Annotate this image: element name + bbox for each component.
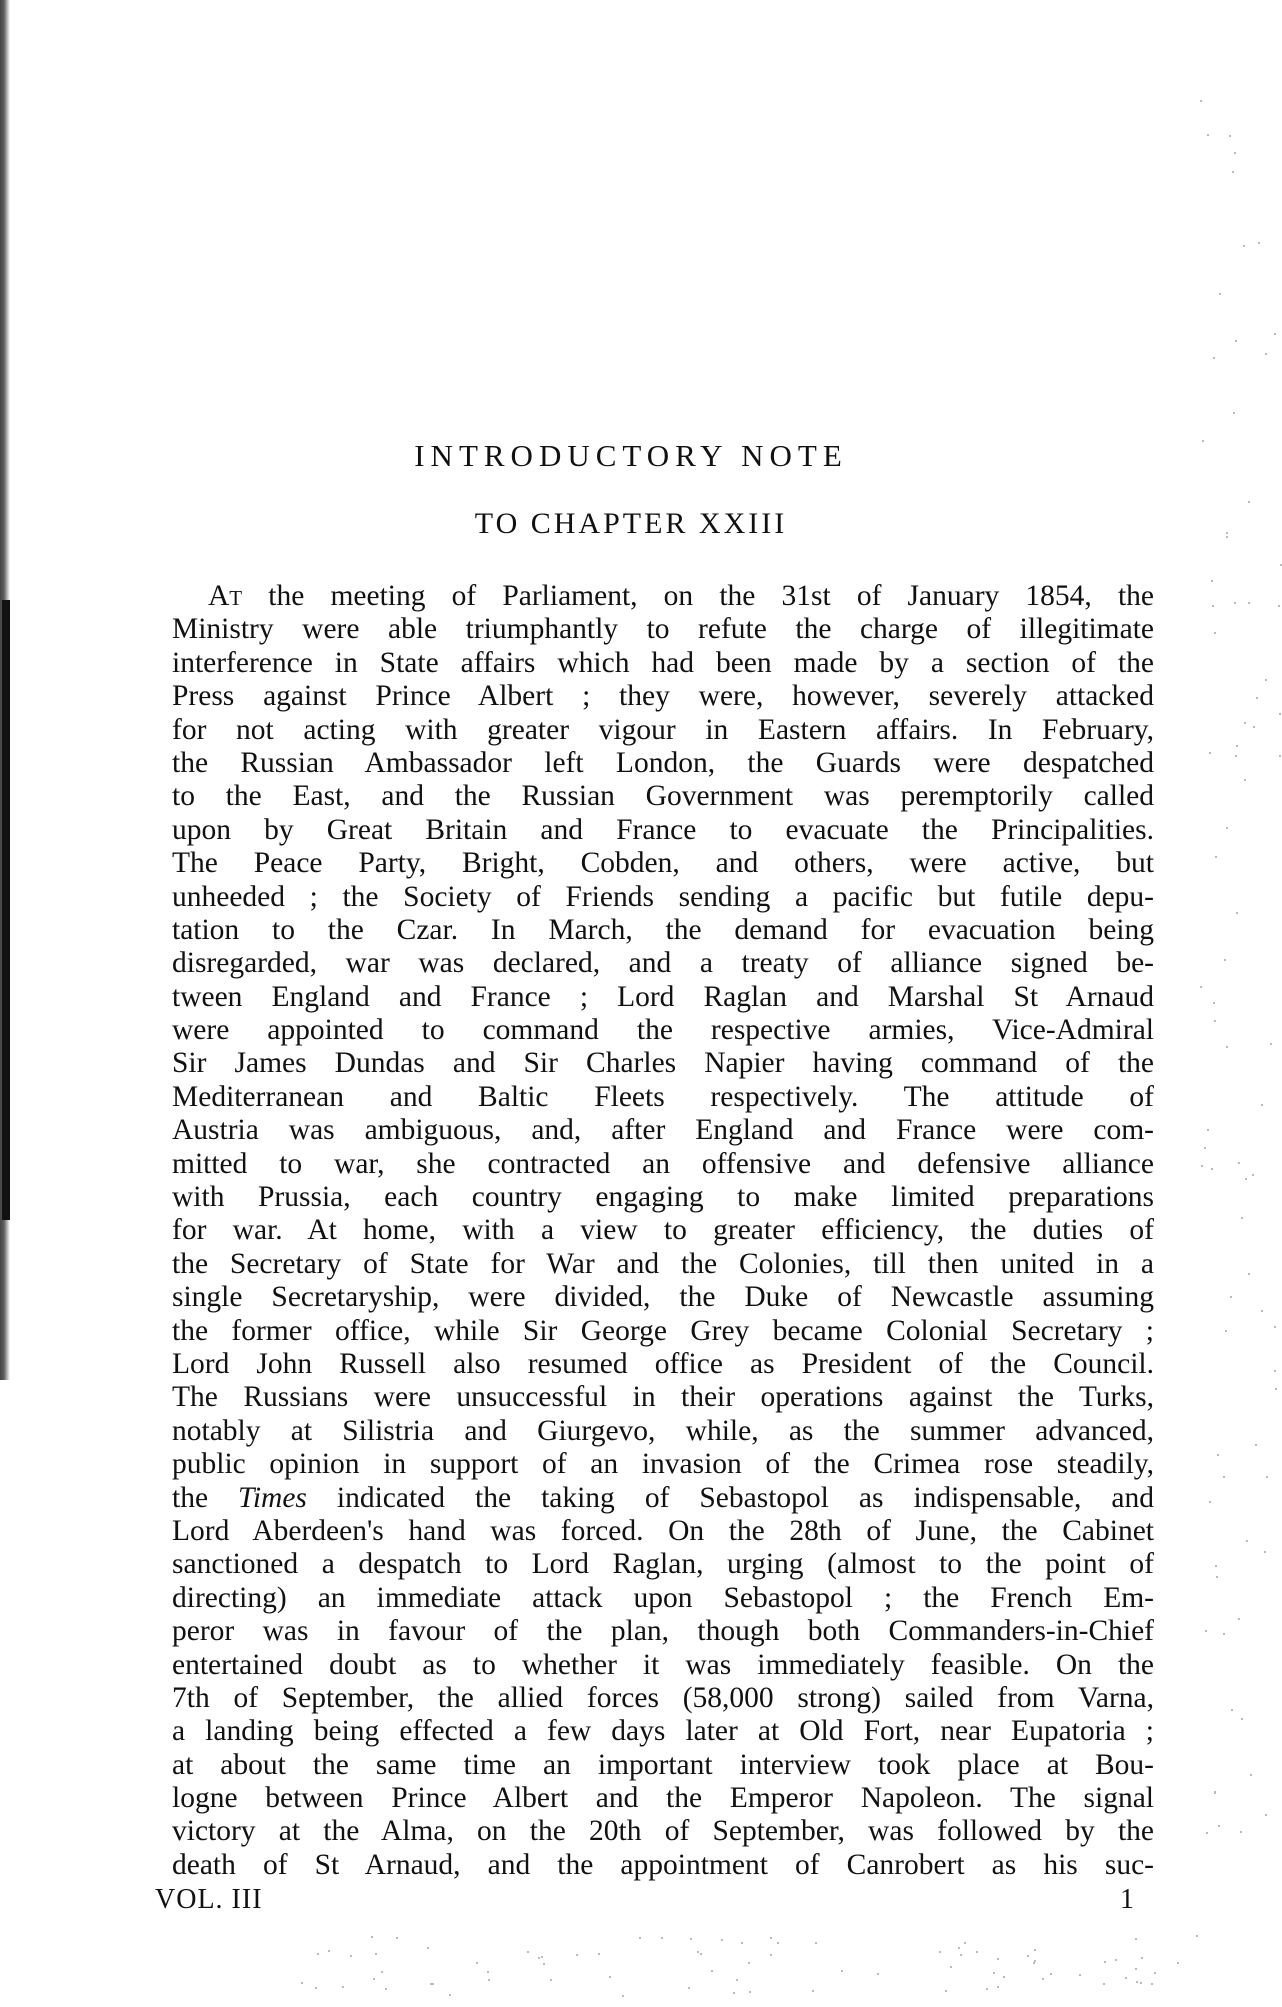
page-subtitle: TO CHAPTER XXIII <box>474 507 788 540</box>
scan-noise <box>576 1954 578 1956</box>
scan-noise <box>1034 1949 1036 1951</box>
scan-noise <box>697 1951 699 1953</box>
scan-noise <box>1136 1981 1138 1983</box>
scan-noise <box>1236 912 1238 914</box>
scan-noise <box>877 1973 879 1975</box>
scan-noise <box>1050 1973 1052 1975</box>
scan-noise <box>1274 1370 1276 1372</box>
text-line: the Russian Ambassador left London, the Guards were despatched <box>172 746 1154 779</box>
scan-noise <box>1243 245 1245 247</box>
text-line: entertained doubt as to whether it was immediately feasible. On the <box>172 1648 1154 1681</box>
scan-noise <box>770 1954 772 1956</box>
scan-noise <box>1274 1326 1276 1328</box>
scan-noise <box>538 1957 540 1959</box>
drop-word: At <box>208 580 243 612</box>
scan-noise <box>1252 1174 1254 1176</box>
body-text <box>172 580 1154 1882</box>
scan-noise <box>1264 1551 1266 1553</box>
scan-noise <box>1223 1633 1225 1635</box>
scan-noise <box>527 1951 529 1953</box>
text-line: single Secretaryship, were divided, the Duke of Newcastle assuming <box>172 1281 1154 1314</box>
scan-noise <box>1200 986 1202 988</box>
text-line: Lord John Russell also resumed office as President of the Council. <box>172 1347 1154 1380</box>
scan-noise <box>373 1978 375 1980</box>
scan-noise <box>812 1990 814 1992</box>
scan-noise <box>1250 1774 1252 1776</box>
scan-noise <box>1265 679 1267 681</box>
scan-noise <box>986 1988 988 1990</box>
scan-noise <box>1230 1296 1232 1298</box>
scan-noise <box>1246 1540 1248 1542</box>
scan-noise <box>1214 1020 1216 1022</box>
scan-noise <box>721 1939 723 1941</box>
text-line: the Secretary of State for War and the Colonies, till then united in a <box>172 1247 1154 1280</box>
scan-noise <box>1270 1043 1272 1045</box>
volume-label: VOL. III <box>155 1884 263 1915</box>
scan-noise <box>1103 1983 1105 1985</box>
text-line: sanctioned a despatch to Lord Raglan, urging (almost to the point of <box>172 1548 1154 1581</box>
scan-noise <box>1177 1962 1179 1964</box>
text-line: victory at the Alma, on the 20th of September, was followed by the <box>172 1815 1154 1848</box>
scan-noise <box>375 1953 377 1955</box>
scan-noise <box>1261 1104 1263 1106</box>
page-number: 1 <box>1120 1884 1134 1915</box>
scan-noise <box>711 1970 713 1972</box>
scan-noise <box>1234 152 1236 154</box>
scan-noise <box>690 1938 692 1940</box>
scan-noise <box>1140 1982 1142 1984</box>
scan-noise <box>1244 722 1246 724</box>
scan-noise <box>1211 580 1213 582</box>
text-line: public opinion in support of an invasion of the Crimea rose steadily, <box>172 1448 1154 1481</box>
text-line: with Prussia, each country engaging to make limited preparations <box>172 1181 1154 1214</box>
scan-noise <box>1151 1983 1153 1985</box>
text-line: disregarded, war was declared, and a treaty of alliance signed be- <box>172 947 1154 980</box>
scan-noise <box>342 1986 344 1988</box>
text-segment: indicated the taking of Sebastopol as indispensable, and <box>306 1481 1154 1514</box>
scan-noise <box>449 1994 451 1996</box>
scan-noise <box>1261 1310 1263 1312</box>
scan-noise <box>1253 726 1255 728</box>
scan-noise <box>939 1951 941 1953</box>
text-line: the former office, while Sir George Grey became Colonial Secretary ; <box>172 1314 1154 1347</box>
scan-noise <box>598 1953 600 1955</box>
scan-noise <box>700 1953 702 1955</box>
scan-noise <box>1215 856 1217 858</box>
scan-noise <box>1238 1162 1240 1164</box>
scan-noise <box>993 1972 995 1974</box>
text-line: Sir James Dundas and Sir Charles Napier having command of the <box>172 1047 1154 1080</box>
scan-noise <box>1217 1454 1219 1456</box>
text-line: for not acting with greater vigour in Eastern affairs. In February, <box>172 713 1154 746</box>
scan-noise <box>622 1995 624 1997</box>
scan-noise <box>1229 135 1231 137</box>
scan-noise <box>997 1986 999 1988</box>
italic-text: Times <box>238 1481 307 1514</box>
scan-noise <box>1265 353 1267 355</box>
scan-noise <box>1275 1388 1277 1390</box>
scan-noise <box>1241 1217 1243 1219</box>
text-line: upon by Great Britain and France to evacuate the Principalities. <box>172 813 1154 846</box>
text-line: logne between Prince Albert and the Emperor Napoleon. The signal <box>172 1782 1154 1815</box>
scan-noise <box>1248 1273 1250 1275</box>
scan-noise <box>1226 827 1228 829</box>
scan-noise <box>317 1953 319 1955</box>
text-line: at about the same time an important interview took place at Bou- <box>172 1748 1154 1781</box>
scan-noise <box>1234 602 1236 604</box>
scan-noise <box>770 1937 772 1939</box>
text-line: The Peace Party, Bright, Cobden, and others, were active, but <box>172 847 1154 880</box>
scan-noise <box>1200 100 1202 102</box>
text-line: Austria was ambiguous, and, after England and France were com- <box>172 1114 1154 1147</box>
scan-noise <box>350 1955 352 1957</box>
scan-noise <box>997 1958 999 1960</box>
scan-noise <box>1141 1957 1143 1959</box>
scan-noise <box>1209 752 1211 754</box>
scan-noise <box>1256 697 1258 699</box>
page-title: INTRODUCTORY NOTE <box>414 438 848 473</box>
scan-noise <box>960 1954 962 1956</box>
scan-noise <box>1278 605 1280 607</box>
scan-noise <box>945 1990 947 1992</box>
scan-noise <box>1213 357 1215 359</box>
scan-noise <box>1279 713 1281 715</box>
scan-noise <box>476 1962 478 1964</box>
scan-noise <box>1226 536 1228 538</box>
scan-noise <box>1274 333 1276 335</box>
scan-noise <box>1003 1976 1005 1978</box>
scan-noise <box>1226 1046 1228 1048</box>
text-line: for war. At home, with a view to greater efficiency, the duties of <box>172 1214 1154 1247</box>
scan-noise <box>777 1942 779 1944</box>
text-line: directing) an immediate attack upon Sebastopol ; the French Em- <box>172 1581 1154 1614</box>
scan-noise <box>1135 1938 1137 1940</box>
scan-noise <box>1232 171 1234 173</box>
text-line: death of St Arnaud, and the appointment of Canrobert as his suc- <box>172 1848 1154 1881</box>
scan-noise <box>1104 1961 1106 1963</box>
scan-noise <box>1255 1444 1257 1446</box>
scan-noise <box>661 1937 663 1939</box>
scan-noise <box>976 1951 978 1953</box>
text-line: mitted to war, she contracted an offensive and defensive alliance <box>172 1147 1154 1180</box>
scan-noise <box>1280 564 1282 566</box>
scan-noise <box>964 1942 966 1944</box>
scan-noise <box>1207 134 1209 136</box>
text-line: The Russians were unsuccessful in their operations against the Turks, <box>172 1381 1154 1414</box>
scan-noise <box>1125 1977 1127 1979</box>
text-line: Lord Aberdeen's hand was forced. On the 28th of June, the Cabinet <box>172 1514 1154 1547</box>
scan-noise <box>396 1937 398 1939</box>
scan-noise <box>1212 605 1214 607</box>
scan-noise <box>1201 1165 1203 1167</box>
scan-noise <box>1209 1501 1211 1503</box>
text-line: Press against Prince Albert ; they were, however, severely attacked <box>172 680 1154 713</box>
scan-noise <box>1265 1814 1267 1816</box>
scan-noise <box>1204 1147 1206 1149</box>
scan-noise <box>1042 1978 1044 1980</box>
text-line: peror was in favour of the plan, though both Commanders-in-Chief <box>172 1615 1154 1648</box>
scan-noise <box>1079 1974 1081 1976</box>
scan-noise <box>1206 1832 1208 1834</box>
scan-noise <box>1223 1476 1225 1478</box>
text-line: interference in State affairs which had been made by a section of the <box>172 646 1154 679</box>
scan-noise <box>1218 1825 1220 1827</box>
scan-noise <box>639 1937 641 1939</box>
scan-noise <box>328 1950 330 1952</box>
scan-noise <box>688 1987 690 1989</box>
scan-noise <box>381 1971 383 1973</box>
scan-noise <box>1279 755 1281 757</box>
text-line: Mediterranean and Baltic Fleets respectively. The attitude of <box>172 1080 1154 1113</box>
scan-noise <box>1235 340 1237 342</box>
text-line: were appointed to command the respective armies, Vice-Admiral <box>172 1014 1154 1047</box>
scan-noise <box>1248 602 1250 604</box>
scan-noise <box>430 1983 432 1985</box>
scan-noise <box>1236 745 1238 747</box>
scan-noise <box>733 1992 735 1994</box>
scan-noise <box>1240 1831 1242 1833</box>
scan-noise <box>1215 1565 1217 1567</box>
scan-noise <box>1233 412 1235 414</box>
scan-noise <box>1027 1955 1029 1957</box>
scan-noise <box>1154 1972 1156 1974</box>
scan-noise <box>1238 1618 1240 1620</box>
scan-noise <box>301 1982 303 1984</box>
scan-noise <box>541 1956 543 1958</box>
scan-noise <box>1241 1718 1243 1720</box>
text-line: notably at Silistria and Giurgevo, while, as the summer advanced, <box>172 1414 1154 1447</box>
scan-noise <box>749 1991 751 1993</box>
scan-noise <box>815 1942 817 1944</box>
scan-noise <box>1224 959 1226 961</box>
scan-noise <box>1196 1935 1198 1937</box>
text-line: Ministry were able triumphantly to refute the charge of illegitimate <box>172 613 1154 646</box>
scan-noise <box>1245 1178 1247 1180</box>
scan-noise <box>1244 779 1246 781</box>
scan-noise <box>1226 532 1228 534</box>
scan-edge-shadow <box>2 600 10 1220</box>
scan-noise <box>550 1979 552 1981</box>
scan-noise <box>1216 1576 1218 1578</box>
text-line: tation to the Czar. In March, the demand for evacuation being <box>172 913 1154 946</box>
scan-noise <box>1214 1792 1216 1794</box>
scan-noise <box>1225 1330 1227 1332</box>
scan-noise <box>1213 1002 1215 1004</box>
text-segment: the <box>172 1481 239 1514</box>
text-line <box>172 1482 1154 1515</box>
text-line: a landing being effected a few days later at Old Fort, near Eupatoria ; <box>172 1715 1154 1748</box>
scan-noise <box>1219 293 1221 295</box>
scan-noise <box>488 1979 490 1981</box>
scan-noise <box>950 1966 952 1968</box>
scan-noise <box>841 1970 843 1972</box>
scan-noise <box>1202 440 1204 442</box>
scan-noise <box>385 1988 387 1990</box>
scan-noise <box>1211 1168 1213 1170</box>
text-line: tween England and France ; Lord Raglan and Marshal St Arnaud <box>172 980 1154 1013</box>
scan-noise <box>1207 1129 1209 1131</box>
scan-noise <box>958 1947 960 1949</box>
scan-noise <box>1266 1476 1268 1478</box>
text-line: to the East, and the Russian Government was peremptorily called <box>172 780 1154 813</box>
text-line: unheeded ; the Society of Friends sending a pacific but futile depu- <box>172 880 1154 913</box>
scan-noise <box>736 1979 738 1981</box>
scan-noise <box>1258 242 1260 244</box>
scan-noise <box>315 1987 317 1989</box>
scan-noise <box>1235 755 1237 757</box>
scan-noise <box>543 1963 545 1965</box>
text-line: 7th of September, the allied forces (58,000 strong) sailed from Varna, <box>172 1681 1154 1714</box>
scan-noise <box>371 1936 373 1938</box>
scan-noise <box>1231 1709 1233 1711</box>
scan-noise <box>1248 501 1250 503</box>
scan-noise <box>609 1976 611 1978</box>
scan-noise <box>1115 1959 1117 1961</box>
scan-noise <box>427 1947 429 1949</box>
scan-noise <box>748 1962 750 1964</box>
scan-noise <box>432 1983 434 1985</box>
text-line: At the meeting of Parliament, on the 31st of January 1854, the <box>208 580 1154 612</box>
scan-noise <box>1135 1968 1137 1970</box>
scan-noise <box>1034 1960 1036 1962</box>
scan-noise <box>741 1942 743 1944</box>
scan-noise <box>487 1971 489 1973</box>
scan-noise <box>1214 632 1216 634</box>
scan-noise <box>1205 1630 1207 1632</box>
